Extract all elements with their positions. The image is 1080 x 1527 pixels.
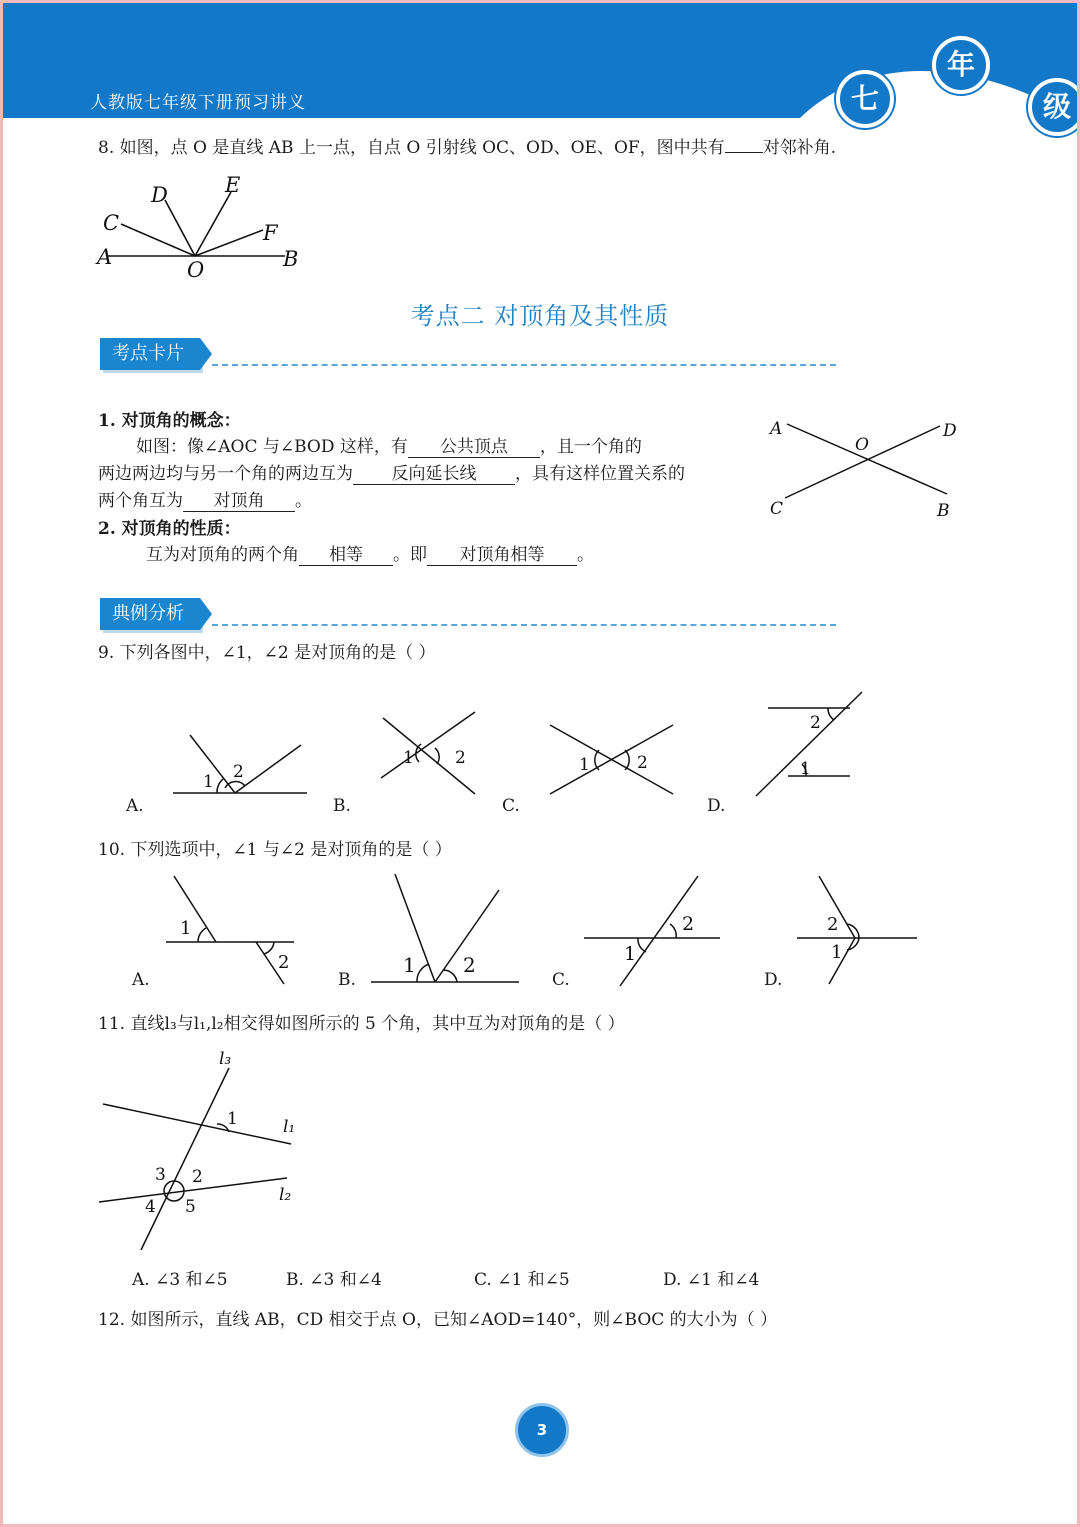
concept-blank-5: 对顶角相等 [427,540,577,566]
angle-label-2: 2 [682,913,695,935]
q8-figure [95,170,315,285]
line-l1 [103,1104,291,1144]
concept-blank-4: 相等 [299,540,393,566]
angle-label-2: 2 [463,953,476,977]
q9-figure-d [750,688,870,800]
question-10: 10. 下列选项中，∠1 与∠2 是对顶角的是（ ） [98,840,452,860]
q10-option-c[interactable]: C. [552,970,570,990]
concept-line-1 [136,432,642,458]
concept-blank-3: 对顶角 [183,486,295,512]
q9-option-c[interactable]: C. [502,796,520,816]
q11-choice-c[interactable]: C. ∠1 和∠5 [474,1270,570,1290]
ray-OD [165,200,195,256]
angle-label-1: 1 [403,953,416,977]
vertical-angle-figure [765,412,965,527]
tag-kaodian-card: 考点卡片 [100,338,200,370]
concept-line-2-tail: ，具有这样位置关系的 [515,464,685,484]
question-8 [98,133,836,158]
q11-choice-d[interactable]: D. ∠1 和∠4 [663,1270,760,1290]
label-B: B [937,501,950,521]
q10-option-a[interactable]: A. [132,970,150,990]
q10-figure-c [580,872,725,990]
angle-label-1: 1 [831,942,843,963]
angle-label-3: 3 [155,1165,166,1185]
question-11: 11. 直线l₃与l₁,l₂相交得如图所示的 5 个角，其中互为对顶角的是（ ） [98,1014,625,1034]
angle-label-5: 5 [185,1197,196,1217]
angle-label-2: 2 [455,748,466,768]
concept-line-4-tail: 。 [577,545,594,565]
angle-label-2: 2 [278,952,290,973]
concept-line-4-text: 互为对顶角的两个角 [146,545,299,565]
label-C: C [770,499,784,519]
angle-label-2: 2 [233,762,244,782]
label-F: F [263,221,278,245]
concept-line-1-text: 如图：像∠AOC 与∠BOD 这样，有 [136,437,408,457]
angle-label-2: 2 [810,713,821,733]
q9-figure-a [165,725,315,800]
concept-line-2 [98,459,685,485]
label-O: O [855,435,869,455]
q10-figure-b [365,870,525,986]
concept-line-3-tail: 。 [295,491,312,511]
q10-option-b[interactable]: B. [338,970,356,990]
angle-label-2: 2 [192,1167,203,1187]
ray-OE [195,192,231,256]
concept-line-4-mid: 。即 [393,545,427,565]
q11-choice-b[interactable]: B. ∠3 和∠4 [286,1270,382,1290]
angle-label-2: 2 [827,914,839,935]
label-D: D [943,421,957,441]
angle-label-1: 1 [203,772,214,792]
concept-blank-1: 公共顶点 [408,432,540,458]
page-number: 3 [515,1403,569,1457]
ray-OC [121,224,195,256]
line-l3 [141,1068,229,1250]
concept-line-4 [146,540,594,566]
angle-label-4: 4 [145,1197,156,1217]
q11-figure [95,1040,315,1255]
question-12: 12. 如图所示，直线 AB，CD 相交于点 O，已知∠AOD=140°，则∠BOC 的大小为（ ） [98,1310,778,1330]
angle-label-2: 2 [637,753,648,773]
label-A: A [770,419,783,439]
q9-figure-b [375,710,485,800]
q11-choice-a[interactable]: A. ∠3 和∠5 [132,1270,228,1290]
concept-line-1-tail: ，且一个角的 [539,437,642,457]
angle-label-1: 1 [624,943,637,965]
q9-option-b[interactable]: B. [333,796,351,816]
angle-label-1: 1 [227,1109,238,1129]
grade-badge-qi: 七 [836,70,894,128]
label-B: B [283,247,299,271]
line-label-l1: l₁ [283,1117,296,1137]
angle-label-1: 1 [579,755,590,775]
q9-option-d[interactable]: D. [707,796,726,816]
q10-figure-a [160,870,305,988]
line-label-l3: l₃ [219,1049,232,1069]
ray-OF [195,230,263,256]
grade-badge-ji: 级 [1028,78,1080,136]
label-E: E [225,173,241,197]
concept-blank-2: 反向延长线 [353,459,515,485]
q9-option-a[interactable]: A. [126,796,144,816]
angle-label-1: 1 [800,759,811,779]
concept-heading-1: 1. 对顶角的概念： [98,411,241,431]
concept-heading-2: 2. 对顶角的性质： [98,519,241,539]
question-9: 9. 下列各图中，∠1，∠2 是对顶角的是（ ） [98,643,436,663]
concept-line-3-text: 两个角互为 [98,491,183,511]
concept-line-2-text: 两边两边均与另一个角的两边互为 [98,464,353,484]
q10-option-d[interactable]: D. [764,970,783,990]
label-A: A [97,245,113,269]
question-8-suffix: 对邻补角. [762,138,837,158]
label-D: D [151,183,168,207]
tag-examples: 典例分析 [100,598,200,630]
angle-label-1: 1 [403,748,414,768]
divider-dashed [212,624,836,626]
label-O: O [187,258,205,282]
question-8-blank[interactable] [725,152,763,153]
book-title: 人教版七年级下册预习讲义 [90,93,306,113]
q9-figure-c [545,720,680,800]
label-C: C [103,211,120,235]
q10-figure-d [795,874,920,988]
line-label-l2: l₂ [279,1185,292,1205]
angle-label-1: 1 [180,918,192,939]
section-title: 考点二 对顶角及其性质 [410,302,670,330]
question-8-prefix: 8. 如图，点 O 是直线 AB 上一点，自点 O 引射线 OC、OD、OE、OF，图中共有 [98,138,725,158]
grade-badge-nian: 年 [932,36,990,94]
concept-line-3 [98,486,312,512]
divider-dashed [212,364,836,366]
